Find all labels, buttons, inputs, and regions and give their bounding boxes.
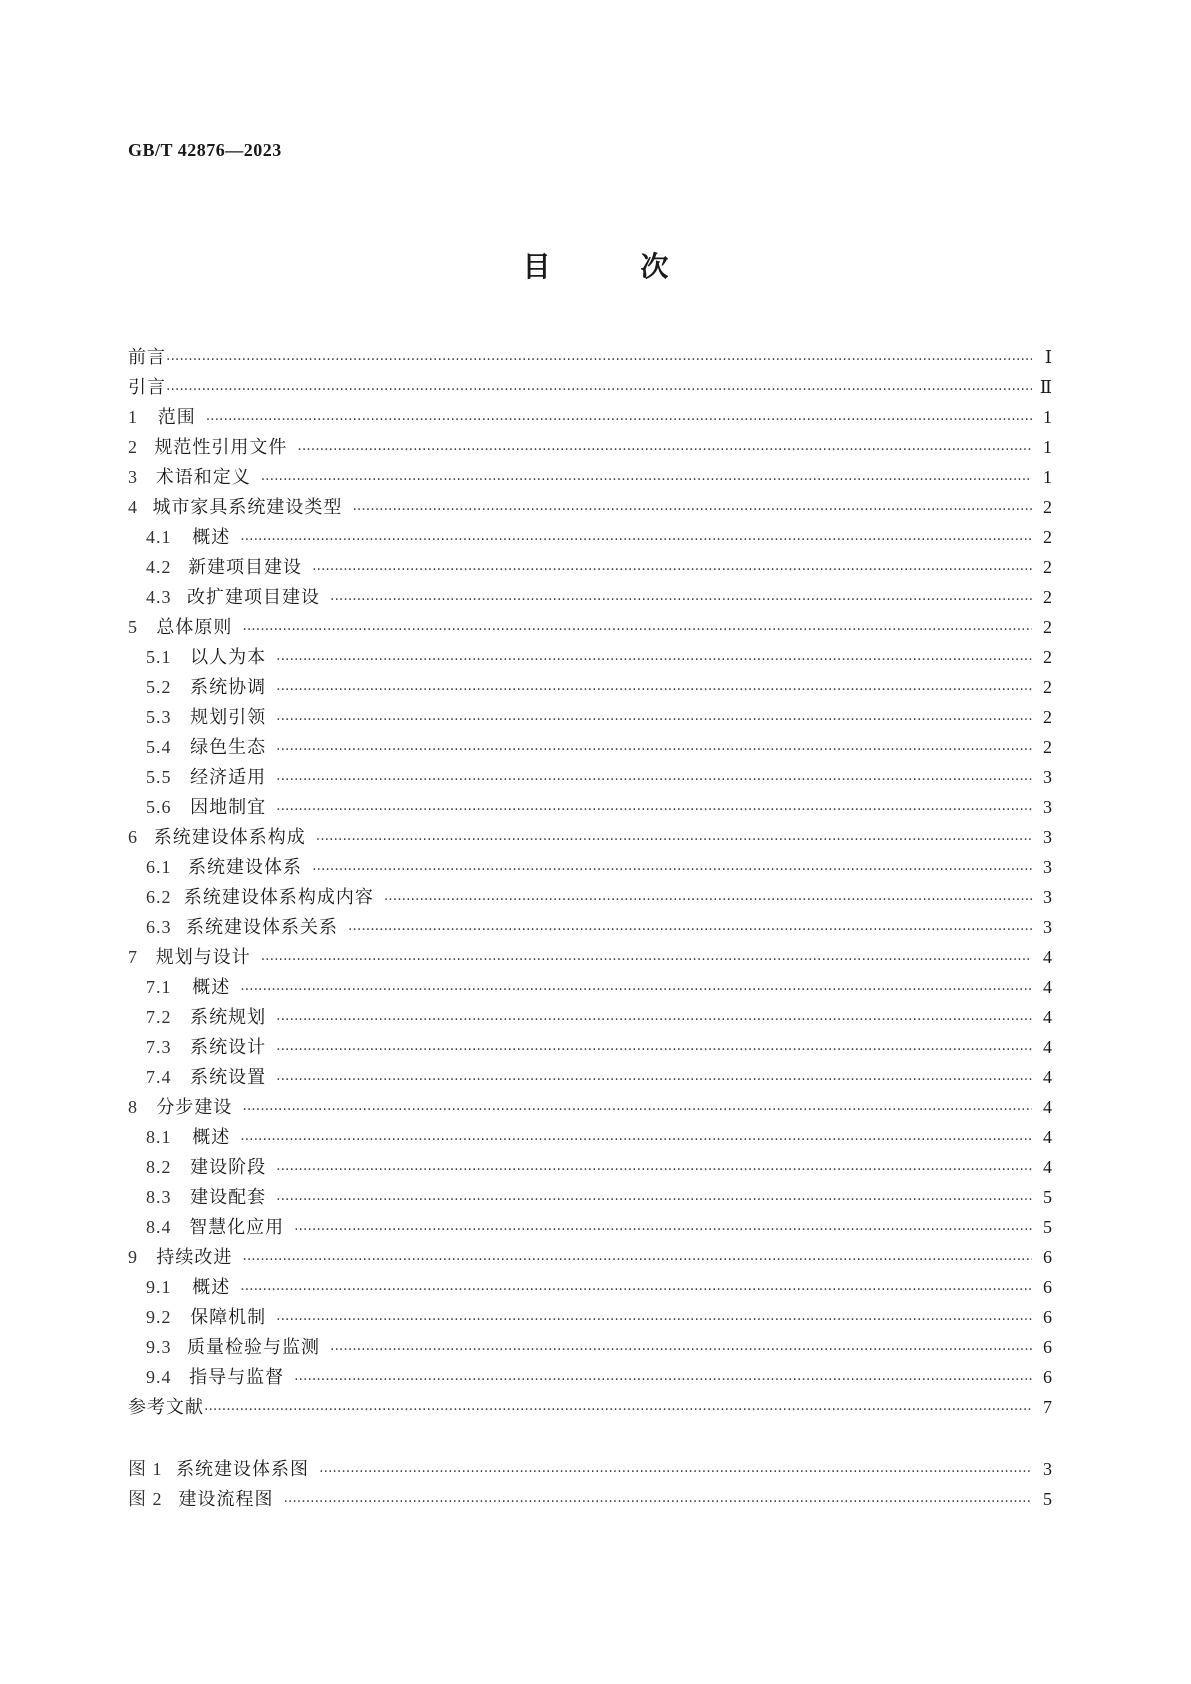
toc-dot-leader — [312, 558, 1032, 576]
toc-entry-page: 4 — [1043, 1067, 1052, 1087]
toc-entry-page: 6 — [1043, 1367, 1052, 1387]
toc-dot-leader — [240, 1278, 1032, 1296]
toc-entry-number: 9.3 — [146, 1337, 172, 1357]
toc-entry-number: 6 — [128, 827, 138, 847]
toc-entry[interactable] — [128, 763, 1052, 793]
toc-entry-page: 4 — [1043, 947, 1052, 967]
toc-entry[interactable] — [128, 343, 1052, 373]
toc-dot-leader — [276, 1308, 1032, 1326]
toc-entry-page: 3 — [1043, 797, 1052, 817]
toc-entry-label: 系统协调 — [190, 677, 267, 698]
toc-entry-number: 图 1 — [128, 1459, 163, 1479]
toc-entry-number: 5.1 — [146, 647, 172, 667]
figure-entry[interactable] — [128, 1455, 1052, 1485]
toc-dot-leader — [294, 1218, 1032, 1236]
toc-entry-number: 6.1 — [146, 857, 172, 877]
toc-dot-leader — [276, 1158, 1032, 1176]
toc-entry[interactable] — [128, 613, 1052, 643]
toc-entry[interactable] — [128, 583, 1052, 613]
toc-entry-number: 5.5 — [146, 767, 172, 787]
toc-dot-leader — [166, 348, 1032, 366]
toc-entry-label: 保障机制 — [190, 1307, 267, 1328]
toc-entry[interactable] — [128, 703, 1052, 733]
toc-entry[interactable] — [128, 523, 1052, 553]
toc-entry-label: 城市家具系统建设类型 — [152, 497, 343, 518]
toc-entry-number: 8 — [128, 1097, 138, 1117]
toc-entry-page: 2 — [1043, 527, 1052, 547]
toc-dot-leader — [261, 948, 1032, 966]
toc-entry-page: 2 — [1043, 647, 1052, 667]
toc-entry-number: 4.1 — [146, 527, 172, 547]
toc-entry-page: 4 — [1043, 1097, 1052, 1117]
toc-entry-number: 5 — [128, 617, 138, 637]
toc-entry[interactable] — [128, 1123, 1052, 1153]
toc-dot-leader — [276, 1068, 1032, 1086]
toc-entry-page: 2 — [1043, 557, 1052, 577]
toc-dot-leader — [276, 1188, 1032, 1206]
toc-entry[interactable] — [128, 433, 1052, 463]
toc-dot-leader — [283, 1490, 1032, 1508]
toc-entry[interactable] — [128, 853, 1052, 883]
toc-entry-label: 系统建设体系图 — [176, 1459, 310, 1480]
toc-entry-label: 建设流程图 — [178, 1489, 274, 1510]
toc-entry-label: 系统设计 — [190, 1037, 267, 1058]
toc-dot-leader — [261, 468, 1032, 486]
toc-dot-leader — [240, 978, 1032, 996]
toc-entry-page: 5 — [1043, 1489, 1052, 1509]
toc-entry-label: 改扩建项目建设 — [187, 587, 321, 608]
toc-entry-page: 2 — [1043, 707, 1052, 727]
toc-entry[interactable] — [128, 1243, 1052, 1273]
toc-entry-number: 5.3 — [146, 707, 172, 727]
toc-entry-page: 3 — [1043, 887, 1052, 907]
toc-entry-number: 5.6 — [146, 797, 172, 817]
toc-entry-label: 持续改进 — [156, 1247, 233, 1268]
toc-entry-label: 绿色生态 — [190, 737, 267, 758]
toc-dot-leader — [330, 1338, 1032, 1356]
toc-dot-leader — [276, 708, 1032, 726]
toc-entry-label: 指导与监督 — [189, 1367, 285, 1388]
toc-entry-label: 因地制宜 — [190, 797, 267, 818]
toc-entry-page: 6 — [1043, 1277, 1052, 1297]
list-of-figures — [128, 1455, 1052, 1515]
toc-entry-number: 4.2 — [146, 557, 172, 577]
toc-entry-label: 建设阶段 — [190, 1157, 267, 1178]
toc-entry[interactable] — [128, 643, 1052, 673]
toc-entry-label: 智慧化应用 — [189, 1217, 285, 1238]
toc-entry-number: 8.2 — [146, 1157, 172, 1177]
toc-entry-page: 2 — [1043, 737, 1052, 757]
toc-entry[interactable] — [128, 1003, 1052, 1033]
toc-entry[interactable] — [128, 1063, 1052, 1093]
toc-dot-leader — [330, 588, 1032, 606]
toc-entry-label: 建设配套 — [190, 1187, 267, 1208]
toc-entry-label: 前言 — [128, 347, 166, 368]
toc-entry-label: 以人为本 — [190, 647, 267, 668]
toc-entry-label: 概述 — [192, 527, 231, 548]
toc-entry-page: 3 — [1043, 857, 1052, 877]
toc-entry-label: 系统设置 — [190, 1067, 267, 1088]
toc-entry-label: 系统建设体系关系 — [185, 917, 338, 938]
toc-entry-page: 5 — [1043, 1217, 1052, 1237]
toc-entry[interactable] — [128, 1213, 1052, 1243]
standard-code: GB/T 42876—2023 — [128, 140, 282, 160]
toc-entry-label: 分步建设 — [156, 1097, 233, 1118]
toc-entry-page: 2 — [1043, 617, 1052, 637]
toc-dot-leader — [276, 738, 1032, 756]
toc-dot-leader — [316, 828, 1032, 846]
toc-entry-number: 1 — [128, 407, 138, 427]
toc-entry[interactable] — [128, 1363, 1052, 1393]
toc-entry-label: 经济适用 — [190, 767, 267, 788]
toc-dot-leader — [319, 1460, 1032, 1478]
toc-entry-page: 4 — [1043, 1157, 1052, 1177]
toc-entry-number: 7.2 — [146, 1007, 172, 1027]
toc-entry-page: 1 — [1043, 407, 1052, 427]
toc-dot-leader — [242, 618, 1032, 636]
toc-entry-page: 5 — [1043, 1187, 1052, 1207]
toc-entry-page: 4 — [1043, 1037, 1052, 1057]
toc-entry[interactable] — [128, 733, 1052, 763]
toc-entry-label: 系统建设体系 — [188, 857, 303, 878]
toc-entry-page: 3 — [1043, 767, 1052, 787]
toc-entry-label: 概述 — [192, 977, 231, 998]
toc-entry-label: 总体原则 — [156, 617, 233, 638]
toc-entry[interactable] — [128, 1273, 1052, 1303]
toc-entry-label: 范围 — [157, 407, 196, 428]
toc-entry-label: 系统建设体系构成内容 — [183, 887, 374, 908]
toc-entry-page: 6 — [1043, 1337, 1052, 1357]
toc-entry-label: 规划引领 — [190, 707, 267, 728]
toc-dot-leader — [240, 528, 1032, 546]
toc-dot-leader — [276, 1008, 1032, 1026]
toc-entry-label: 质量检验与监测 — [187, 1337, 321, 1358]
toc-entry[interactable] — [128, 673, 1052, 703]
toc-entry[interactable] — [128, 463, 1052, 493]
toc-entry-page: 3 — [1043, 917, 1052, 937]
toc-entry-number: 7 — [128, 947, 138, 967]
toc-entry[interactable] — [128, 373, 1052, 403]
toc-entry[interactable] — [128, 883, 1052, 913]
toc-entry-label: 参考文献 — [128, 1397, 204, 1418]
toc-dot-leader — [297, 438, 1032, 456]
toc-entry-label: 术语和定义 — [155, 467, 251, 488]
toc-entry[interactable] — [128, 1393, 1052, 1423]
toc-dot-leader — [312, 858, 1032, 876]
toc-entry-page: 4 — [1043, 977, 1052, 997]
toc-entry[interactable] — [128, 913, 1052, 943]
toc-entry[interactable] — [128, 1033, 1052, 1063]
toc-dot-leader — [276, 678, 1032, 696]
toc-dot-leader — [384, 888, 1032, 906]
toc-entry-page: 7 — [1043, 1397, 1052, 1417]
toc-entry-page: 6 — [1043, 1307, 1052, 1327]
toc-entry-number: 8.3 — [146, 1187, 172, 1207]
toc-entry-label: 规范性引用文件 — [154, 437, 288, 458]
toc-entry-number: 9.2 — [146, 1307, 172, 1327]
toc-entry-page: 4 — [1043, 1127, 1052, 1147]
toc-dot-leader — [352, 498, 1032, 516]
toc-entry-page: Ⅰ — [1044, 347, 1052, 367]
toc-entry-label: 规划与设计 — [155, 947, 251, 968]
toc-entry-number: 9.1 — [146, 1277, 172, 1297]
toc-entry-number: 6.2 — [146, 887, 172, 907]
toc-entry[interactable] — [128, 1333, 1052, 1363]
toc-entry-number: 2 — [128, 437, 138, 457]
toc-dot-leader — [276, 648, 1032, 666]
toc-entry-number: 9 — [128, 1247, 138, 1267]
toc-entry-label: 引言 — [128, 377, 166, 398]
toc-entry[interactable] — [128, 973, 1052, 1003]
toc-entry-number: 7.1 — [146, 977, 172, 997]
toc-dot-leader — [276, 798, 1032, 816]
toc-entry-page: 6 — [1043, 1247, 1052, 1267]
toc-entry-number: 4.3 — [146, 587, 172, 607]
toc-entry-page: 2 — [1043, 497, 1052, 517]
toc-entry-page: 2 — [1043, 587, 1052, 607]
toc-dot-leader — [276, 1038, 1032, 1056]
toc-dot-leader — [242, 1248, 1032, 1266]
toc-entry-number: 6.3 — [146, 917, 172, 937]
toc-entry[interactable] — [128, 1093, 1052, 1123]
toc-dot-leader — [242, 1098, 1032, 1116]
toc-dot-leader — [240, 1128, 1032, 1146]
toc-entry-number: 9.4 — [146, 1367, 172, 1387]
toc-entry[interactable] — [128, 1153, 1052, 1183]
toc-entry[interactable] — [128, 553, 1052, 583]
toc-entry-page: 4 — [1043, 1007, 1052, 1027]
figure-entry[interactable] — [128, 1485, 1052, 1515]
toc-entry-label: 新建项目建设 — [188, 557, 303, 578]
toc-entry-number: 7.3 — [146, 1037, 172, 1057]
toc-dot-leader — [206, 408, 1032, 426]
page-title: 目 次 — [522, 250, 709, 283]
toc-dot-leader — [166, 378, 1032, 396]
table-of-contents — [128, 343, 1052, 1423]
toc-dot-leader — [348, 918, 1032, 936]
toc-entry-page: 1 — [1043, 437, 1052, 457]
toc-entry-label: 系统规划 — [190, 1007, 267, 1028]
toc-entry-number: 4 — [128, 497, 138, 517]
toc-entry[interactable] — [128, 943, 1052, 973]
toc-entry-page: 1 — [1043, 467, 1052, 487]
toc-entry[interactable] — [128, 823, 1052, 853]
toc-entry-label: 概述 — [192, 1127, 231, 1148]
toc-entry-number: 5.4 — [146, 737, 172, 757]
toc-entry-number: 7.4 — [146, 1067, 172, 1087]
toc-entry-page: 3 — [1043, 827, 1052, 847]
toc-entry-number: 8.1 — [146, 1127, 172, 1147]
toc-entry[interactable] — [128, 403, 1052, 433]
toc-dot-leader — [276, 768, 1032, 786]
toc-entry-page: 3 — [1043, 1459, 1052, 1479]
toc-entry-number: 5.2 — [146, 677, 172, 697]
toc-entry-page: 2 — [1043, 677, 1052, 697]
toc-dot-leader — [204, 1398, 1032, 1416]
toc-entry-number: 8.4 — [146, 1217, 172, 1237]
toc-entry-label: 概述 — [192, 1277, 231, 1298]
toc-dot-leader — [294, 1368, 1032, 1386]
toc-entry[interactable] — [128, 1303, 1052, 1333]
toc-entry-page: Ⅱ — [1039, 377, 1052, 397]
toc-entry[interactable] — [128, 793, 1052, 823]
toc-entry-number: 3 — [128, 467, 138, 487]
toc-entry[interactable] — [128, 1183, 1052, 1213]
toc-entry[interactable] — [128, 493, 1052, 523]
toc-entry-number: 图 2 — [128, 1489, 163, 1509]
toc-entry-label: 系统建设体系构成 — [153, 827, 306, 848]
